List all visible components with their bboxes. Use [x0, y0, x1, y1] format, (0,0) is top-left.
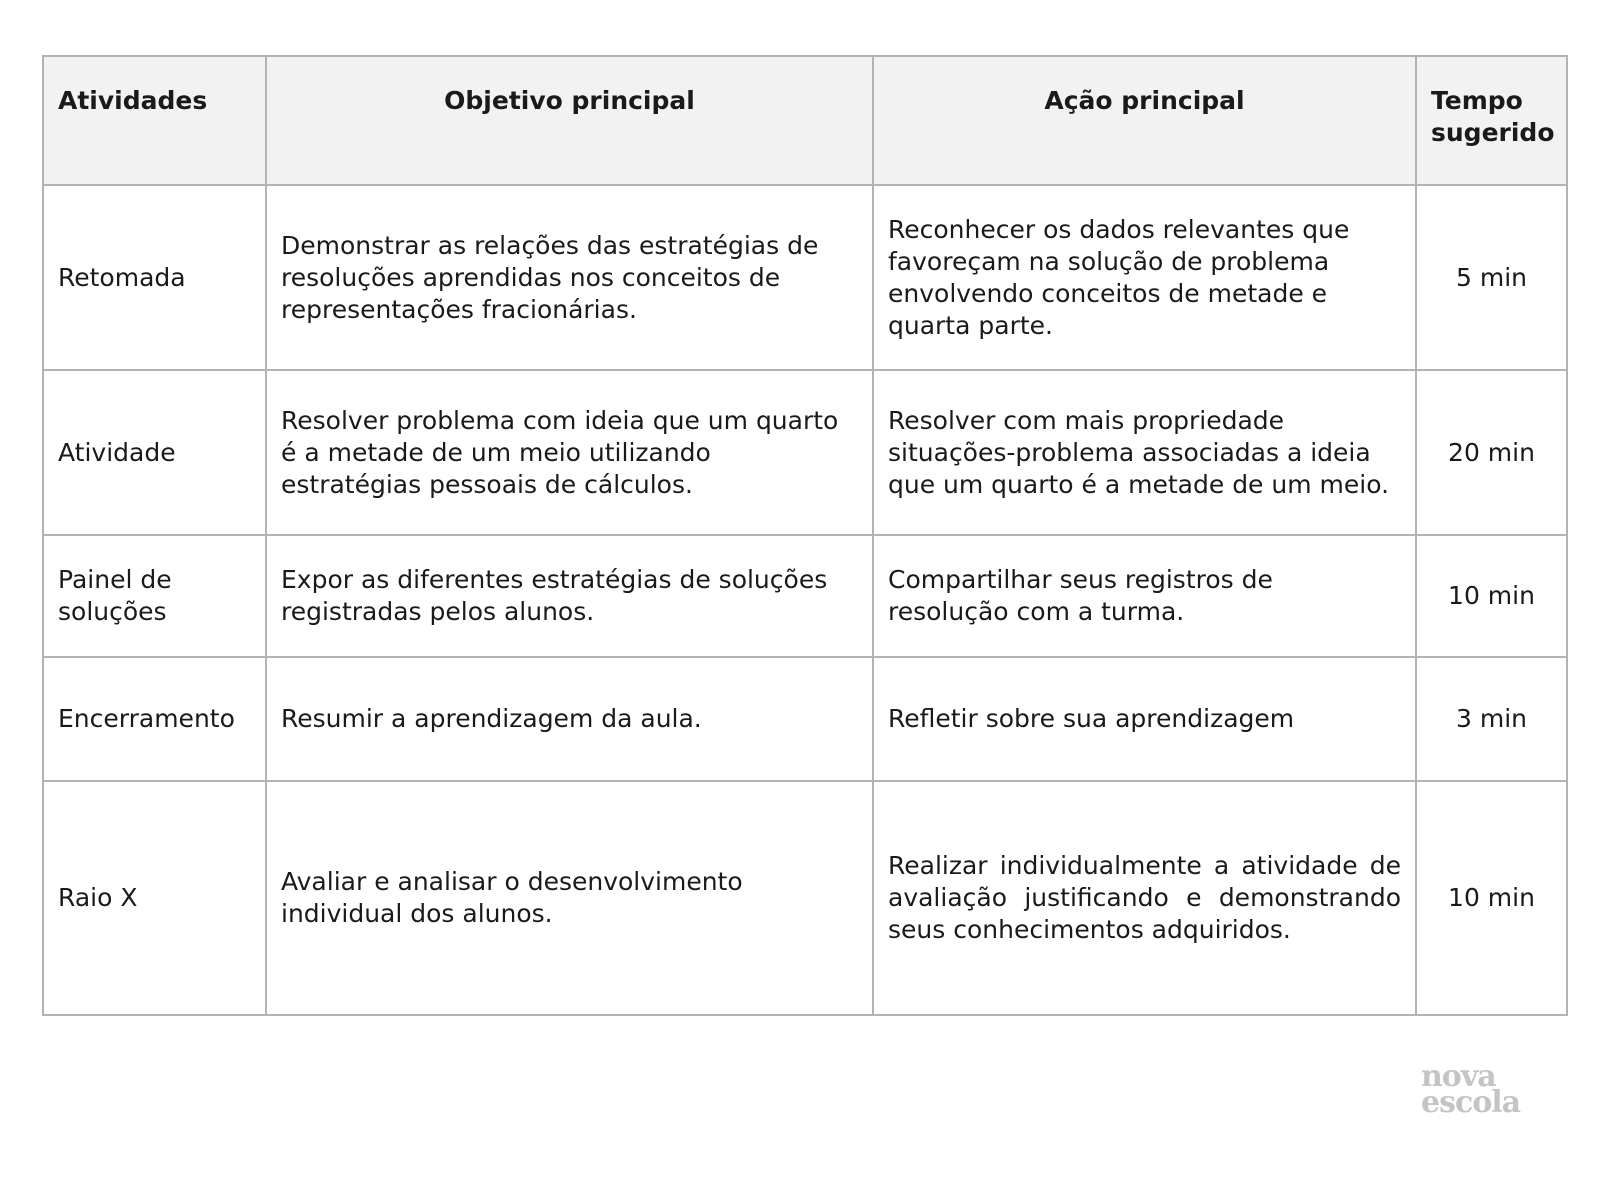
cell-action: Resolver com mais propriedade situações-problema associadas a ideia que um quarto é a metade de um meio.: [873, 370, 1416, 535]
cell-time: 3 min: [1416, 657, 1567, 781]
header-action: Ação principal: [873, 56, 1416, 185]
cell-action: Compartilhar seus registros de resolução com a turma.: [873, 535, 1416, 657]
cell-activity: Raio X: [43, 781, 266, 1015]
lesson-plan-table: [42, 55, 1568, 1016]
logo-line-nova: nova: [1421, 1059, 1496, 1094]
header-activities: Atividades: [43, 56, 266, 185]
table-header-row: [43, 56, 1567, 185]
cell-action: Realizar individualmente a atividade de avaliação justificando e demonstrando seus conhecimentos adquiridos.: [873, 781, 1416, 1015]
logo-line-escola: escola: [1421, 1085, 1521, 1120]
cell-time: 5 min: [1416, 185, 1567, 370]
cell-activity: Encerramento: [43, 657, 266, 781]
cell-objective: Expor as diferentes estratégias de soluções registradas pelos alunos.: [266, 535, 873, 657]
table-row: [43, 781, 1567, 1015]
table-row: [43, 370, 1567, 535]
header-objective: Objetivo principal: [266, 56, 873, 185]
cell-action: Reconhecer os dados relevantes que favoreçam na solução de problema envolvendo conceitos de metade e quarta parte.: [873, 185, 1416, 370]
cell-time: 20 min: [1416, 370, 1567, 535]
nova-escola-logo: [1421, 1059, 1541, 1120]
cell-activity: Atividade: [43, 370, 266, 535]
cell-activity: Retomada: [43, 185, 266, 370]
table-row: [43, 185, 1567, 370]
cell-time: 10 min: [1416, 535, 1567, 657]
cell-time: 10 min: [1416, 781, 1567, 1015]
table-row: [43, 535, 1567, 657]
header-time: Tempo sugerido: [1416, 56, 1567, 185]
cell-objective: Demonstrar as relações das estratégias de resoluções aprendidas nos conceitos de representações fracionárias.: [266, 185, 873, 370]
table-row: [43, 657, 1567, 781]
cell-action: Refletir sobre sua aprendizagem: [873, 657, 1416, 781]
cell-objective: Avaliar e analisar o desenvolvimento individual dos alunos.: [266, 781, 873, 1015]
cell-activity: Painel de soluções: [43, 535, 266, 657]
cell-objective: Resumir a aprendizagem da aula.: [266, 657, 873, 781]
cell-objective: Resolver problema com ideia que um quarto é a metade de um meio utilizando estratégias pessoais de cálculos.: [266, 370, 873, 535]
